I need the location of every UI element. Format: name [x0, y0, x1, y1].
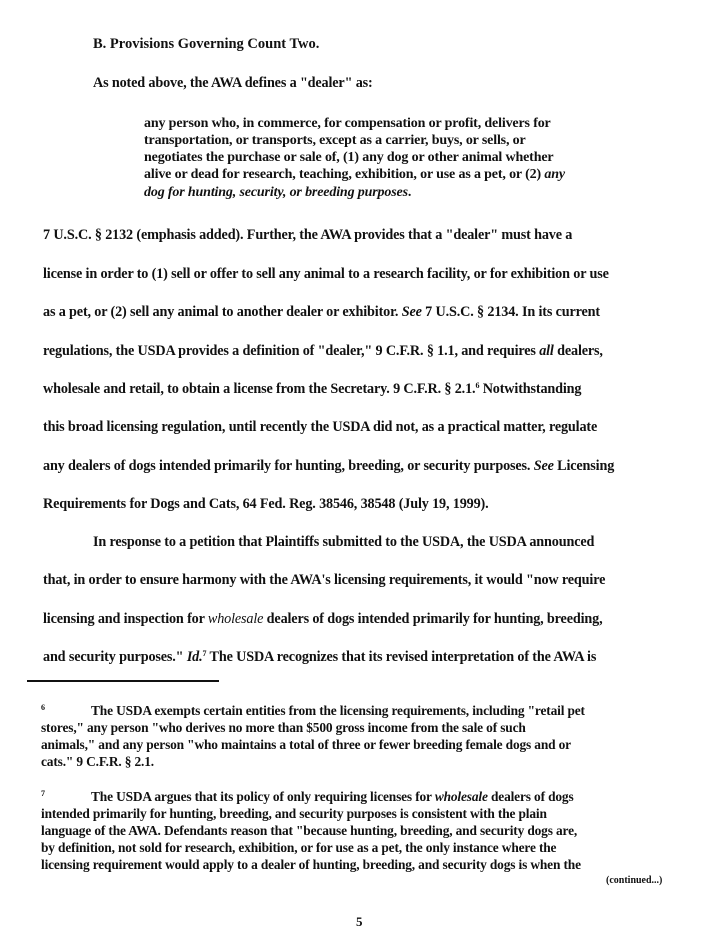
text: Notwithstanding — [479, 381, 582, 397]
quote-line — [144, 185, 411, 201]
quote-emphasis: dog for hunting, security, or breeding purposes — [144, 185, 408, 200]
footnote-line: language of the AWA. Defendants reason that "because hunting, breeding, and security dogs are, — [41, 823, 578, 838]
citation-signal: See — [533, 458, 554, 474]
text: The USDA recognizes that its revised interpretation of the AWA is — [206, 649, 597, 665]
body-line — [43, 611, 602, 628]
footnote-line: The USDA exempts certain entities from the licensing requirements, including "retail pet — [91, 703, 585, 718]
footnote-divider — [27, 680, 219, 682]
footnote-ref[interactable]: 6 — [475, 381, 480, 390]
body-line — [43, 458, 614, 475]
footnote-mark: 7 — [41, 789, 45, 798]
text: any dealers of dogs intended primarily for hunting, breeding, or security purposes. — [43, 458, 534, 474]
text: dealers of dogs intended primarily for hunting, breeding, — [263, 611, 603, 627]
quote-line: transportation, or transports, except as a carrier, buys, or sells, or — [144, 133, 526, 148]
citation-signal: Id. — [186, 649, 203, 665]
quote-emphasis: any — [544, 167, 565, 182]
section-heading: B. Provisions Governing Count Two. — [93, 36, 320, 52]
emphasis: all — [539, 343, 554, 359]
text: regulations, the USDA provides a definition of "dealer," 9 C.F.R. § 1.1, and requires — [43, 343, 540, 359]
text: as a pet, or (2) sell any animal to another dealer or exhibitor. — [43, 304, 402, 320]
footnote-ref[interactable]: 7 — [202, 649, 207, 658]
emphasis: wholesale — [434, 789, 488, 804]
quote-text: alive or dead for research, teaching, exhibition, or use as a pet, or (2) — [144, 167, 541, 182]
footnote-line — [91, 789, 574, 805]
quote-text: . — [407, 185, 412, 200]
text: Licensing — [553, 458, 615, 474]
text: and security purposes." — [43, 649, 187, 665]
body-line — [43, 343, 603, 360]
footnote-line: by definition, not sold for research, exhibition, or for use as a pet, the only instance where the — [41, 840, 557, 855]
body-line: this broad licensing regulation, until recently the USDA did not, as a practical matter, regulate — [43, 419, 598, 435]
quote-line: negotiates the purchase or sale of, (1) any dog or other animal whether — [144, 150, 554, 165]
intro-line: As noted above, the AWA defines a "dealer" as: — [93, 75, 373, 91]
text: The USDA argues that its policy of only requiring licenses for — [91, 789, 435, 804]
body-line: In response to a petition that Plaintiffs submitted to the USDA, the USDA announced — [93, 534, 595, 550]
continued-note: (continued...) — [606, 875, 663, 886]
text: licensing and inspection for — [43, 611, 208, 627]
footnote-line: animals," and any person "who maintains a total of three or fewer breeding female dogs and or — [41, 737, 571, 752]
body-line: 7 U.S.C. § 2132 (emphasis added). Further, the AWA provides that a "dealer" must have a — [43, 227, 573, 243]
text: 7 U.S.C. § 2134. In its current — [421, 304, 600, 320]
body-line — [43, 381, 581, 398]
text: dealers of dogs — [487, 789, 574, 804]
footnote-line: intended primarily for hunting, breeding, and security purposes is consistent with the plain — [41, 806, 547, 821]
page-number: 5 — [356, 914, 363, 929]
footnote-line: stores," any person "who derives no more than $500 gross income from the sale of such — [41, 720, 526, 735]
body-line — [43, 649, 596, 666]
body-line: license in order to (1) sell or offer to sell any animal to a research facility, or for exhibition or use — [43, 266, 609, 282]
footnote-line: licensing requirement would apply to a dealer of hunting, breeding, and security dogs is when the — [41, 857, 581, 872]
emphasis: wholesale — [207, 611, 264, 627]
body-line — [43, 304, 600, 321]
quote-line — [144, 167, 565, 183]
footnote-mark: 6 — [41, 703, 45, 712]
citation-signal: See — [401, 304, 422, 320]
text: dealers, — [553, 343, 603, 359]
body-line: Requirements for Dogs and Cats, 64 Fed. Reg. 38546, 38548 (July 19, 1999). — [43, 496, 489, 512]
quote-line: any person who, in commerce, for compensation or profit, delivers for — [144, 116, 551, 131]
body-line: that, in order to ensure harmony with the AWA's licensing requirements, it would "now require — [43, 572, 606, 588]
text: wholesale and retail, to obtain a license from the Secretary. 9 C.F.R. § 2.1. — [43, 381, 476, 397]
footnote-line: cats." 9 C.F.R. § 2.1. — [41, 754, 154, 769]
